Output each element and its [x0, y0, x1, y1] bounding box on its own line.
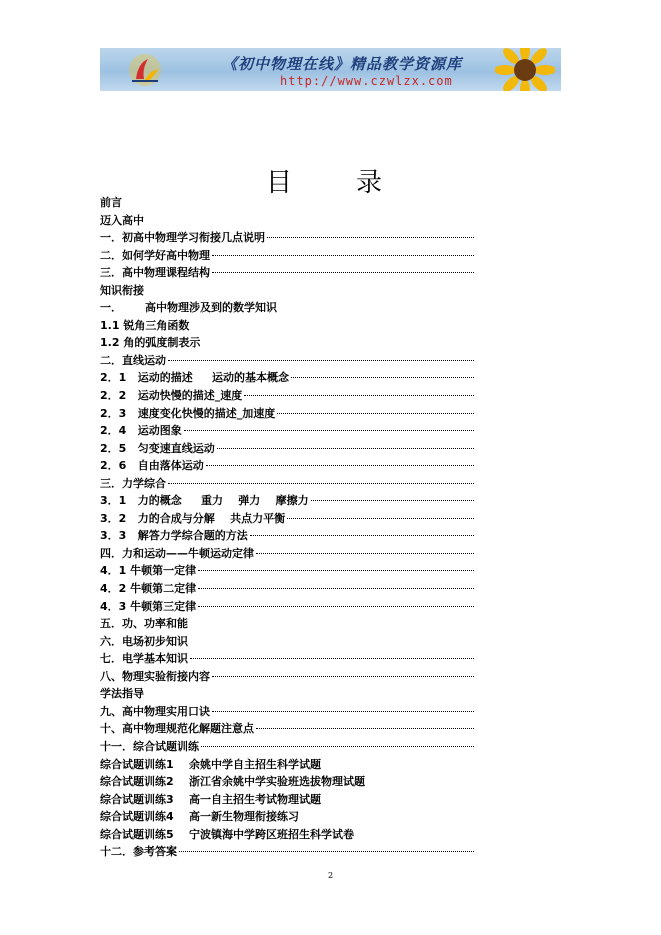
- toc-entry[interactable]: [100, 440, 520, 458]
- toc-entry-label: 4．1 牛顿第一定律: [100, 564, 197, 578]
- toc-entry[interactable]: [100, 457, 520, 475]
- toc-entry[interactable]: [100, 598, 520, 616]
- toc-entry[interactable]: [100, 720, 520, 738]
- toc-entry[interactable]: [100, 808, 520, 826]
- toc-leader-dots: [212, 254, 474, 256]
- toc-leader-dots: [179, 850, 474, 852]
- toc-entry-label: 六．电场初步知识: [100, 634, 188, 648]
- toc-leader-dots: [217, 447, 474, 449]
- toc-entry-label: 4．2 牛顿第二定律: [100, 582, 197, 596]
- toc-entry[interactable]: [100, 545, 520, 563]
- toc-entry-label: 3．1 力的概念 重力 弹力 摩擦力: [100, 494, 309, 508]
- toc-entry-label: 九、高中物理实用口诀: [100, 704, 210, 718]
- toc-leader-dots: [198, 569, 474, 571]
- toc-entry[interactable]: [100, 650, 520, 668]
- toc-entry[interactable]: [100, 703, 520, 721]
- toc-leader-dots: [198, 587, 474, 589]
- toc-entry-label: 2．1 运动的描述 运动的基本概念: [100, 371, 289, 385]
- toc-entry[interactable]: [100, 475, 520, 493]
- toc-entry-label: 二．直线运动: [100, 353, 166, 367]
- toc-entry[interactable]: [100, 299, 520, 317]
- toc-leader-dots: [244, 394, 474, 396]
- toc-entry[interactable]: [100, 527, 520, 545]
- toc-entry-label: 1.1 锐角三角函数: [100, 318, 190, 332]
- toc-entry[interactable]: [100, 282, 520, 300]
- toc-entry-label: 一． 高中物理涉及到的数学知识: [100, 301, 277, 315]
- toc-entry[interactable]: [100, 738, 520, 756]
- toc-entry[interactable]: [100, 826, 520, 844]
- toc-entry-label: 2．3 速度变化快慢的描述_加速度: [100, 406, 276, 420]
- toc-entry-label: 综合试题训练5 宁波镇海中学跨区班招生科学试卷: [100, 827, 354, 841]
- toc-entry-label: 七．电学基本知识: [100, 652, 188, 666]
- toc-entry-label: 2．6 自由落体运动: [100, 459, 204, 473]
- toc-leader-dots: [201, 745, 474, 747]
- toc-leader-dots: [311, 499, 474, 501]
- toc-entry[interactable]: [100, 264, 520, 282]
- toc-entry[interactable]: [100, 756, 520, 774]
- toc-entry-label: 综合试题训练1 余姚中学自主招生科学试题: [100, 757, 321, 771]
- toc-entry-label: 1.2 角的弧度制表示: [100, 336, 201, 350]
- toc-entry[interactable]: [100, 247, 520, 265]
- toc-entry-label: 2．5 匀变速直线运动: [100, 441, 215, 455]
- toc-leader-dots: [190, 657, 474, 659]
- toc-entry[interactable]: [100, 369, 520, 387]
- toc-entry-label: 2．4 运动图象: [100, 424, 182, 438]
- toc-entry-label: 十一．综合试题训练: [100, 739, 199, 753]
- toc-entry[interactable]: [100, 562, 520, 580]
- toc-entry-label: 五．功、功率和能: [100, 617, 188, 631]
- header-banner: [100, 48, 561, 91]
- toc-entry[interactable]: [100, 334, 520, 352]
- toc-entry-label: 4．3 牛顿第三定律: [100, 599, 197, 613]
- toc-entry-label: 2．2 运动快慢的描述_速度: [100, 389, 243, 403]
- toc-entry[interactable]: [100, 633, 520, 651]
- toc-entry-label: 迈入高中: [100, 213, 144, 227]
- toc-leader-dots: [212, 710, 474, 712]
- toc-entry[interactable]: [100, 668, 520, 686]
- toc-entry-label: 知识衔接: [100, 283, 144, 297]
- toc-entry-label: 3．2 力的合成与分解 共点力平衡: [100, 511, 286, 525]
- table-of-contents: [100, 194, 520, 861]
- toc-entry[interactable]: [100, 791, 520, 809]
- toc-entry-label: 综合试题训练2 浙江省余姚中学实验班选拔物理试题: [100, 775, 365, 789]
- toc-entry-label: 前言: [100, 196, 122, 209]
- toc-leader-dots: [212, 271, 474, 273]
- toc-leader-dots: [250, 534, 474, 536]
- toc-entry-label: 综合试题训练4 高一新生物理衔接练习: [100, 810, 299, 824]
- toc-leader-dots: [168, 482, 474, 484]
- toc-leader-dots: [168, 359, 474, 361]
- toc-entry-label: 三．高中物理课程结构: [100, 266, 210, 280]
- toc-entry[interactable]: [100, 580, 520, 598]
- toc-entry-label: 一．初高中物理学习衔接几点说明: [100, 231, 265, 245]
- banner-title: 《初中物理在线》精品教学资源库: [222, 55, 463, 73]
- toc-entry-label: 3．3 解答力学综合题的方法: [100, 529, 248, 543]
- toc-leader-dots: [256, 552, 474, 554]
- toc-leader-dots: [212, 675, 474, 677]
- toc-entry-label: 三．力学综合: [100, 476, 166, 490]
- toc-leader-dots: [256, 727, 474, 729]
- toc-leader-dots: [277, 412, 474, 414]
- banner-url[interactable]: http://www.czwlzx.com: [280, 74, 453, 88]
- toc-entry-label: 十、高中物理规范化解题注意点: [100, 722, 254, 736]
- toc-entry[interactable]: [100, 773, 520, 791]
- toc-leader-dots: [291, 376, 474, 378]
- toc-leader-dots: [184, 429, 474, 431]
- toc-leader-dots: [198, 605, 474, 607]
- toc-entry[interactable]: [100, 615, 520, 633]
- toc-entry[interactable]: [100, 387, 520, 405]
- toc-entry[interactable]: [100, 510, 520, 528]
- toc-entry[interactable]: [100, 317, 520, 335]
- toc-entry[interactable]: [100, 405, 520, 423]
- toc-entry-label: 学法指导: [100, 687, 144, 701]
- sunflower-icon: [495, 48, 555, 91]
- page-title: 目录: [266, 168, 447, 198]
- site-logo-icon: [128, 53, 162, 87]
- toc-entry-label: 综合试题训练3 高一自主招生考试物理试题: [100, 792, 321, 806]
- page-number: 2: [328, 871, 334, 880]
- toc-entry-label: 二．如何学好高中物理: [100, 248, 210, 262]
- toc-entry[interactable]: [100, 194, 520, 212]
- toc-entry[interactable]: [100, 422, 520, 440]
- toc-entry-label: 四．力和运动——牛顿运动定律: [100, 546, 254, 560]
- toc-entry-label: 八、物理实验衔接内容: [100, 669, 210, 683]
- toc-leader-dots: [206, 464, 474, 466]
- toc-leader-dots: [287, 517, 474, 519]
- toc-entry[interactable]: [100, 229, 520, 247]
- toc-entry-label: 十二．参考答案: [100, 845, 177, 859]
- toc-leader-dots: [267, 236, 474, 238]
- toc-entry[interactable]: [100, 212, 520, 230]
- toc-entry[interactable]: [100, 843, 520, 861]
- toc-entry[interactable]: [100, 685, 520, 703]
- toc-entry[interactable]: [100, 492, 520, 510]
- toc-entry[interactable]: [100, 352, 520, 370]
